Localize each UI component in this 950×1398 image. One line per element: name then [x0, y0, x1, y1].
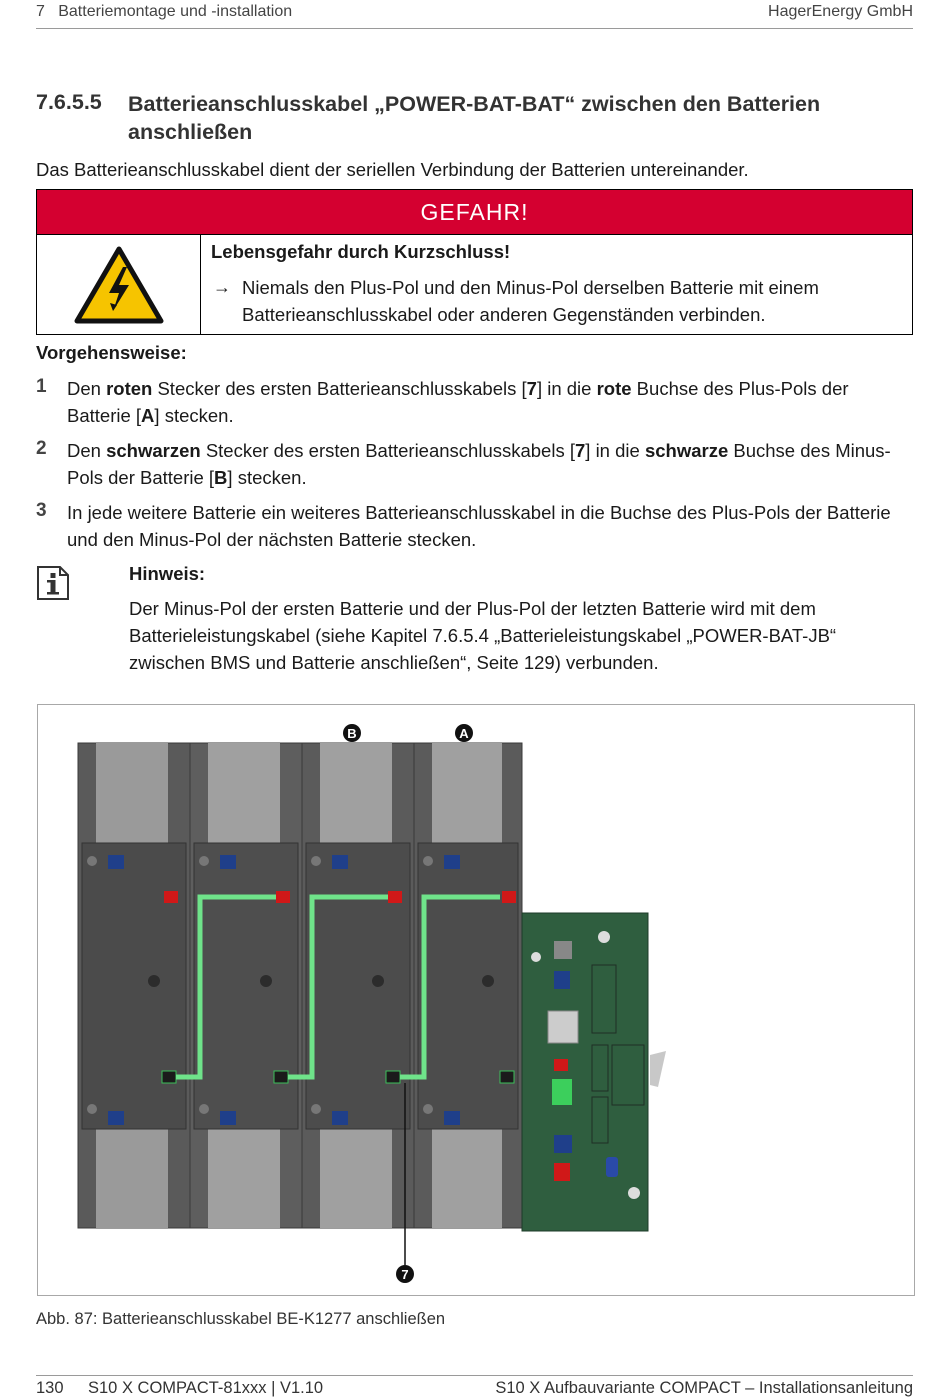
figure-caption: Abb. 87: Batterieanschlusskabel BE-K1277 anschließen [36, 1310, 446, 1328]
footer-manual-title: S10 X Aufbauvariante COMPACT – Installationsanleitung [495, 1379, 913, 1397]
step-number: 3 [36, 500, 47, 521]
procedure-heading: Vorgehensweise: [36, 342, 187, 363]
danger-box [36, 189, 913, 335]
figure-frame [37, 704, 915, 1296]
footer-divider [36, 1375, 913, 1376]
info-note-icon [36, 565, 70, 601]
callout-b [343, 724, 361, 742]
danger-label: GEFAHR! [37, 190, 912, 235]
callout-a [455, 724, 473, 742]
section-number: 7.6.5.5 [36, 90, 102, 114]
danger-instruction: Niemals den Plus-Pol und den Minus-Pol derselben Batterie mit einem Batterieanschlusskabel oder anderen Gegenständen verbinden. [242, 277, 819, 325]
footer-document-id: S10 X COMPACT-81xxx | V1.10 [88, 1379, 324, 1397]
arrow-right-icon: → [213, 277, 231, 297]
danger-title: Lebensgefahr durch Kurzschluss! [211, 241, 511, 262]
svg-text:7: 7 [401, 1267, 409, 1282]
page-number: 130 [36, 1379, 64, 1397]
header-divider [36, 28, 913, 29]
intro-paragraph: Das Batterieanschlusskabel dient der seriellen Verbindung der Batterien untereinander. [36, 159, 749, 180]
note-title: Hinweis: [129, 563, 206, 584]
running-header-chapter: 7 Batteriemontage und -installation [36, 3, 293, 20]
bms-board [522, 913, 666, 1231]
battery-module [302, 743, 414, 1228]
step-number: 1 [36, 376, 47, 397]
running-header-company: HagerEnergy GmbH [768, 3, 913, 20]
note-text: Der Minus-Pol der ersten Batterie und der Plus-Pol der letzten Batterie wird mit dem Batterieleistungskabel (siehe Kapitel 7.6.5.4 „Batterieleistungskabel „POWER-BAT-JB“ zwischen BMS und Batterie anschließen“, Seite 129) verbunden. [129, 598, 837, 673]
battery-wiring-illustration [38, 705, 914, 1295]
step-text: Den schwarzen Stecker des ersten Batterieanschlusskabels [7] in die schwarze Buchse des Minus-Pols der Batterie [B] stecken. [67, 440, 891, 488]
svg-text:B: B [347, 726, 357, 741]
high-voltage-warning-icon [73, 245, 165, 325]
section-title: Batterieanschlusskabel „POWER-BAT-BAT“ zwischen den Batterien anschließen [128, 92, 821, 144]
danger-icon-cell [37, 235, 201, 334]
battery-module [78, 743, 190, 1228]
step-text: In jede weitere Batterie ein weiteres Batterieanschlusskabel in die Buchse des Plus-Pols der Batterie und den Minus-Pol der nächsten Batterie stecken. [67, 502, 891, 550]
battery-module [414, 743, 522, 1228]
step-text: Den roten Stecker des ersten Batterieanschlusskabels [7] in die rote Buchse des Plus-Pols der Batterie [A] stecken. [67, 378, 849, 426]
step-number: 2 [36, 438, 47, 459]
svg-text:A: A [459, 726, 469, 741]
battery-module [190, 743, 302, 1228]
